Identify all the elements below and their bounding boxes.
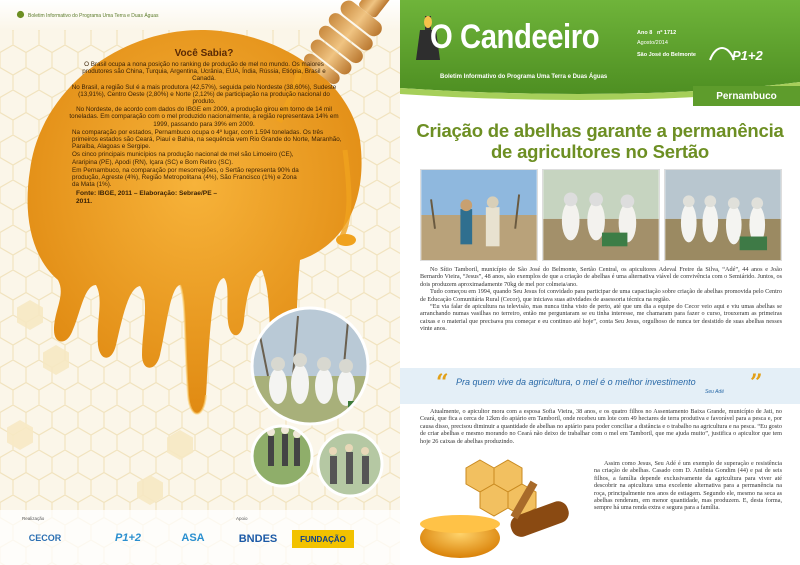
- edition-number: nº 1712: [657, 30, 677, 36]
- headline: Criação de abelhas garante a permanência de agricultores no Sertão: [416, 120, 784, 162]
- photo-beekeepers-group: [664, 169, 782, 261]
- sabia-source: Fonte: IBGE, 2011 – Elaboração: Sebrae/PE – 2011.: [76, 190, 218, 205]
- edition-date: Agosto/2014: [637, 40, 668, 46]
- sponsors-footer: [0, 510, 400, 565]
- bndes-logo: BNDES: [238, 533, 278, 545]
- edition-city: São José do Belmonte: [637, 52, 696, 58]
- sabia-paragraph: Em Pernambuco, na comparação por mesorregiões, o Sertão representa 90% da produção, Agreste (4%), Região Metropolitana (4%), São Francisco (1%) e Zona da Mata (1%).: [72, 166, 299, 189]
- article-paragraph: Tudo começou em 1994, quando Seu Jesus foi convidado para participar de uma capacitação sobre criação de abelhas promovida pelo Centro de Educação Comunitária Rural (Cecor), que iniciava suas atividades de assessoria técnica na região.: [420, 288, 782, 303]
- asa-logo: ASA: [181, 532, 205, 544]
- open-quote-icon: “: [436, 370, 449, 396]
- article-paragraph: Atualmente, o apicultor mora com a esposa Sofia Vieira, 38 anos, e os quatro filhos no Assentamento Baixa Grande, município de Jati, no Ceará, que fica a cerca de 12km do apiário em Tamboril, onde recebeu um lote com 49 hectares de terra produtiva e favorável para a pesca e, por causa disso, precisou diminuir a quantidade de abelhas no apiário para poder conciliar a distância e o trabalho na agricultura e na pesca. “Eu gosto de criar abelhas e mesmo morando no Ceará não deixo de trabalhar com o mel em Tamboril, que me ajuda muito”, justifica o apicultor que tem hoje 26 caixas de abelhas produzindo.: [420, 408, 782, 445]
- article-paragraph: “Eu via falar de apicultura na televisão, mas nunca tinha visto de perto, até que um dia a equipe do Cecor veio aqui e viu umas abelhas se arranchando numas vasilhas no terreiro, então me perguntaram se eu tinha interesse, me chamaram para fazer o curso, trouxeram as primeiras caixas e o material que precisava pra começar e eu continuo até hoje”, conta Seu Jesus, orgulhoso de nunca ter desistido de suas abelhas nesses vinte anos.: [420, 303, 782, 333]
- voce-sabia-title: Você Sabia?: [174, 48, 234, 59]
- p1m2-mark-icon: [706, 40, 770, 68]
- voce-sabia-box: [66, 48, 342, 206]
- state-tab: Pernambuco: [716, 90, 777, 102]
- edition-year: Ano 8: [637, 30, 653, 36]
- masthead-subtitle: Boletim Informativo do Programa Uma Terra e Duas Águas: [440, 74, 608, 80]
- sabia-paragraph: Na comparação por estados, Pernambuco ocupa o 4º lugar, com 1.594 toneladas. Os três primeiros estados são Ceará, Piauí e Bahia, na sequência vem Rio Grande do Norte, Maranhão, Paraíba, Alagoas e Sergipe.: [72, 128, 342, 151]
- photo-beekeepers-field: [420, 169, 538, 261]
- article-closing: [594, 460, 782, 512]
- article-intro: [420, 266, 782, 333]
- honey-jar-photo: [410, 450, 590, 562]
- sabia-paragraph: No Nordeste, de acordo com dados do IBGE em 2009, a produção girou em torno de 14 mil toneladas. Em comparação com o mel produzido nacionalmente, a região representava 14% em 1999, passando para 39% em 2009.: [69, 106, 339, 128]
- realizacao-label: Realização: [22, 516, 45, 521]
- left-topline: Boletim Informativo do Programa Uma Terra e Duas Águas: [28, 13, 159, 19]
- close-quote-icon: ”: [750, 370, 763, 396]
- apoio-label: Apoio: [236, 516, 248, 521]
- article-middle: [420, 408, 782, 445]
- beekeeping-photos: [420, 169, 782, 261]
- p1m2-logo: [706, 40, 770, 68]
- pull-quote: Pra quem vive da agricultura, o mel é o melhor investimento: [456, 377, 696, 387]
- sabia-paragraph: O Brasil ocupa a nona posição no ranking de produção de mel no mundo. Os maiores produtores são China, Turquia, Argentina, Ucrânia, EUA, Índia, Rússia, Etiópia, Brasil e Canadá.: [82, 61, 326, 83]
- right-page: [400, 0, 800, 565]
- p1m2-footer-logo: P1+2: [115, 532, 141, 544]
- sabia-paragraph: Os cinco principais municípios na produção nacional de mel são Limoeiro (CE), Araripina (PE), Apodi (RN), Içara (SC) e Bom Retiro (SC).: [72, 151, 294, 166]
- photo-beekeepers-hives: [542, 169, 660, 261]
- article-paragraph: No Sítio Tamboril, município de São José do Belmonte, Sertão Central, os apicultores Adeval Freire da Silva, “Adé”, 44 anos e João Bernardo Vieira, “Jesus”, 48 anos, são exemplos de que a criação de abelhas é uma alternativa viável de convivência com o Semiárido. Juntos, os dois produzem aproximadamente 70kg de mel por colmeia/ano.: [420, 266, 782, 288]
- cecor-logo: CECOR: [28, 533, 62, 543]
- article-paragraph: Assim como Jesus, Seu Adé é um exemplo de superação e resistência na criação de abelhas. Casado com D. Antônia Gondim (44) e pai de seis filhos, a família depende exclusivamente da agricultura para viver até descobrir na apicultura uma excelente alternativa para a permanência na roça, principalmente nos anos de estiagem. Segundo ele, mesmo na seca as abelhas renderam, em menor quantidade, mas produzem. E, desta forma, sempre há uma renda extra e segura para a família.: [594, 460, 782, 512]
- svg-text:P1+2: P1+2: [732, 48, 763, 63]
- masthead-title: O Candeeiro: [430, 18, 600, 56]
- sabia-paragraph: No Brasil, a região Sul é a mais produtora (42,57%), seguida pelo Nordeste (38,60%), Sudeste (13,91%), Centro Oeste (2,80%) e Norte (2,12%) de participação na produção nacional do produto.: [71, 83, 337, 106]
- beekeepers-photo-collage: [238, 306, 386, 506]
- fundacao-logo: FUNDAÇÃO: [292, 530, 354, 548]
- pull-quote-author: Seu Adé: [705, 389, 724, 395]
